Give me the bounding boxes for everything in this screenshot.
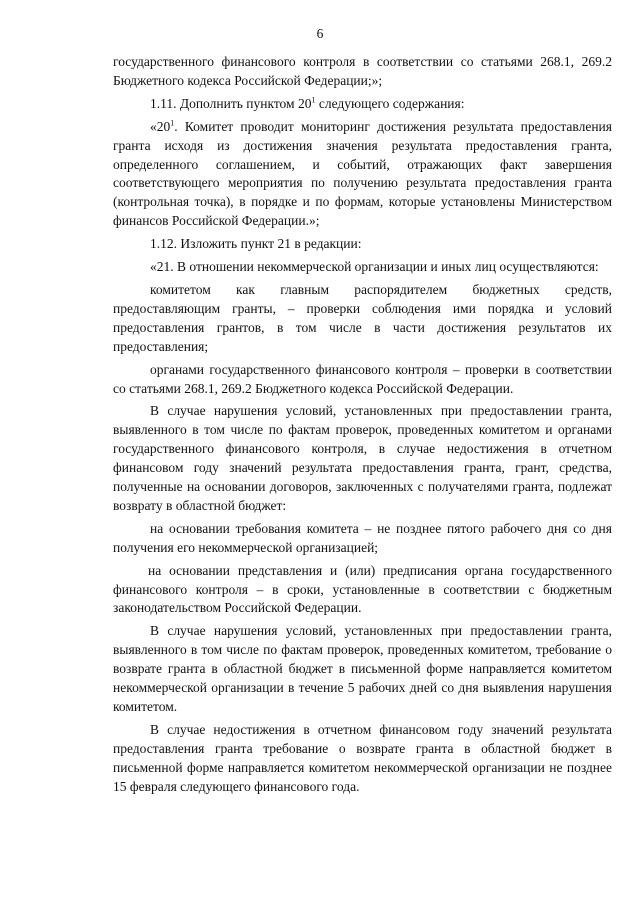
superscript: 1 <box>311 95 316 105</box>
paragraph-1-12: 1.12. Изложить пункт 21 в редакции: <box>150 236 362 252</box>
document-body <box>113 53 612 797</box>
page-number: 6 <box>316 26 324 41</box>
paragraph-item-20-1 <box>113 118 612 231</box>
paragraph-1-11-text: 1.11. Дополнить пунктом 20 <box>150 95 312 111</box>
paragraph-1-11 <box>113 95 612 114</box>
paragraph-continuation: государственного финансового контроля в соответствии со статьями 268.1, 269.2 Бюджетного кодекса Российской Федерации;»; <box>113 54 612 88</box>
paragraph-non-achievement-demand: В случае недостижения в отчетном финансовом году значений результата предоставления гранта требование о возврате гранта в областной бюджет в письменной форме направляется комитетом некоммерческой организации не позднее 15 февраля следующего финансового года. <box>113 721 612 794</box>
paragraph-control-body-basis: на основании представления и (или) предписания органа государственного финансового контроля – в сроки, установленные в соответствии с бюджетным законодательством Российской Федерации. <box>113 562 612 616</box>
paragraph-1-11-text-end: следующего содержания: <box>315 95 465 111</box>
paragraph-violation-return: В случае нарушения условий, установленных при предоставлении гранта, выявленного в том числе по фактам проверок, проведенных комитетом и органами государственного финансового контроля, в случае недостижения в отчетном финансовом году значений результата предоставления гранта, грант, средства, полученные на основании договоров, заключенных с получателями гранта, подлежат возврату в областной бюджет: <box>113 403 612 513</box>
paragraph-committee-inspections: комитетом как главным распорядителем бюджетных средств, предоставляющим гранты, – проверки соблюдения ими порядка и условий предоставления грантов, в том числе в части достижения результатов их предоставления; <box>113 281 612 354</box>
paragraph-violation-demand-deadline: В случае нарушения условий, установленных при предоставлении гранта, выявленного в том числе по фактам проверок, проведенных комитетом, требование о возврате гранта в областной бюджет в письменной форме направляется комитетом некоммерческой организации в течение 5 рабочих дней со дня выявления нарушения комитетом. <box>113 623 612 714</box>
superscript: 1 <box>170 118 175 128</box>
paragraph-state-control-inspections: органами государственного финансового контроля – проверки в соответствии со статьями 268.1, 269.2 Бюджетного кодекса Российской Федерации. <box>113 361 612 396</box>
paragraph-committee-demand-basis: на основании требования комитета – не позднее пятого рабочего дня со дня получения его некоммерческой организацией; <box>113 520 612 555</box>
paragraph-item-20-1-start: «20 <box>150 118 171 134</box>
paragraph-item-20-1-text: . Комитет проводит мониторинг достижения результата предоставления гранта исходя из достижения значения результата предоставления гранта, определенного соглашением, и событий, отражающих факт завершения соответствующего мероприятия по получению результата предоставления гранта (контрольная точка), в порядке и по формам, которые установлены Министерством финансов Российской Федерации.»; <box>113 118 612 229</box>
paragraph-item-21: «21. В отношении некоммерческой организации и иных лиц осуществляются: <box>150 259 599 275</box>
